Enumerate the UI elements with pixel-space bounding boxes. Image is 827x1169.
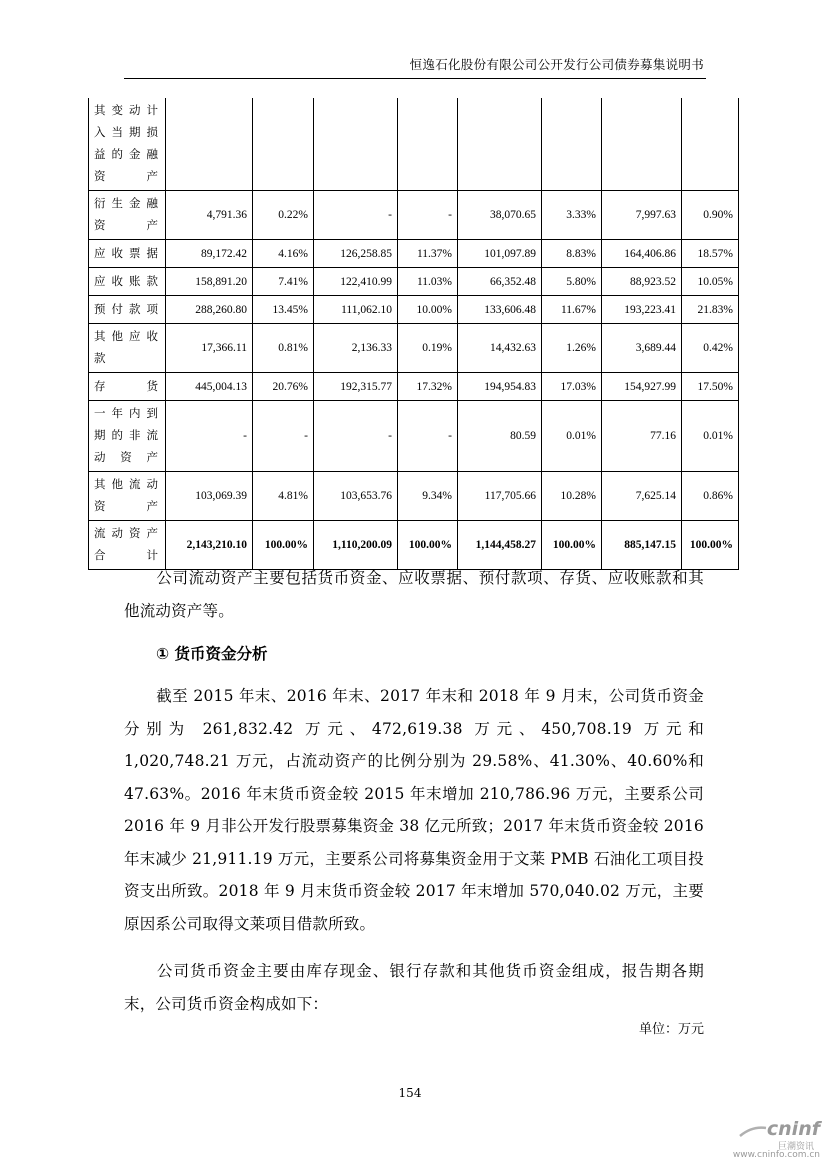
paragraph-summary: 公司流动资产主要包括货币资金、应收票据、预付款项、存货、应收账款和其他流动资产等。 <box>124 569 704 620</box>
cell: 158,891.20 <box>166 268 253 296</box>
cell: 194,954.83 <box>458 373 542 401</box>
table-row <box>89 98 739 191</box>
table-row <box>89 472 739 521</box>
cell <box>166 98 253 191</box>
cell <box>314 98 398 191</box>
cell: 3,689.44 <box>602 324 682 373</box>
cell: 111,062.10 <box>314 296 398 324</box>
cell: 100.00% <box>398 521 458 570</box>
cell: 20.76% <box>253 373 314 401</box>
cell: - <box>398 191 458 240</box>
row-label: 存货 <box>89 373 166 401</box>
cell: 100.00% <box>682 521 739 570</box>
cell: 18.57% <box>682 240 739 268</box>
cell: 0.01% <box>542 401 602 472</box>
cell: 193,223.41 <box>602 296 682 324</box>
cell: 10.00% <box>398 296 458 324</box>
cell: 7,625.14 <box>602 472 682 521</box>
cell: 100.00% <box>542 521 602 570</box>
swoosh-icon <box>738 1124 768 1138</box>
cell: 14,432.63 <box>458 324 542 373</box>
cell: 192,315.77 <box>314 373 398 401</box>
document-header: 恒逸石化股份有限公司公开发行公司债券募集说明书 <box>409 57 704 72</box>
cell: 126,258.85 <box>314 240 398 268</box>
cell: 21.83% <box>682 296 739 324</box>
row-label: 应收票据 <box>89 240 166 268</box>
cell: 2,136.33 <box>314 324 398 373</box>
cell: 0.19% <box>398 324 458 373</box>
cell: 38,070.65 <box>458 191 542 240</box>
cell: 1,144,458.27 <box>458 521 542 570</box>
row-label: 衍生金融资产 <box>89 191 166 240</box>
cell: 103,653.76 <box>314 472 398 521</box>
table-row <box>89 191 739 240</box>
current-assets-table <box>88 98 739 570</box>
cell: 133,606.48 <box>458 296 542 324</box>
paragraph-cash-composition: 公司货币资金主要由库存现金、银行存款和其他货币资金组成，报告期各期末，公司货币资金构成如下： <box>124 962 704 1013</box>
cell: 100.00% <box>253 521 314 570</box>
logo-brand-cn: 巨潮资讯 <box>777 1142 814 1152</box>
cell <box>253 98 314 191</box>
cell: 88,923.52 <box>602 268 682 296</box>
table-row <box>89 401 739 472</box>
unit-label: 单位：万元 <box>638 1022 704 1037</box>
cell: - <box>314 191 398 240</box>
cell: 17.50% <box>682 373 739 401</box>
cell: 1.26% <box>542 324 602 373</box>
row-label: 预付款项 <box>89 296 166 324</box>
page-number: 154 <box>398 1086 422 1100</box>
cell: 11.67% <box>542 296 602 324</box>
table-row <box>89 324 739 373</box>
cell: 0.81% <box>253 324 314 373</box>
cell <box>398 98 458 191</box>
cell: 0.22% <box>253 191 314 240</box>
cell: 445,004.13 <box>166 373 253 401</box>
cell: 10.28% <box>542 472 602 521</box>
cell: 66,352.48 <box>458 268 542 296</box>
cell: 8.83% <box>542 240 602 268</box>
cell: - <box>253 401 314 472</box>
cell: 101,097.89 <box>458 240 542 268</box>
cell: 122,410.99 <box>314 268 398 296</box>
cell: 885,147.15 <box>602 521 682 570</box>
cell: 0.90% <box>682 191 739 240</box>
row-label: 应收账款 <box>89 268 166 296</box>
cell: 288,260.80 <box>166 296 253 324</box>
cell: 17.03% <box>542 373 602 401</box>
cell: 17,366.11 <box>166 324 253 373</box>
paragraph-cash-analysis: 截至 2015 年末、2016 年末、2017 年末和 2018 年 9 月末，公司货币资金分别为 261,832.42 万元、472,619.38 万元、450,708.19 万元和 1,020,748.21 万元，占流动资产的比例分别为 29.58%、41.30%、40.60%和 47.63%。2016 年末货币资金较 2015 年末增加 210,786.96 万元，主要系公司 2016 年 9 月非公开发行股票募集资金 38 亿元所致；2017 年末货币资金较 2016 年末减少 21,911.19 万元，主要系公司将募集资金用于文莱 PMB 石油化工项目投资支出所致。2018 年 9 月末货币资金较 2017 年末增加 570,040.02 万元，主要原因系公司取得文莱项目借款所致。 <box>124 687 704 933</box>
table-row <box>89 373 739 401</box>
cell: 0.42% <box>682 324 739 373</box>
cell: 77.16 <box>602 401 682 472</box>
cell: 4.81% <box>253 472 314 521</box>
row-label: 其变动计入当期损益的金融资产 <box>89 98 166 191</box>
table-row <box>89 296 739 324</box>
cell: - <box>314 401 398 472</box>
cell: 0.01% <box>682 401 739 472</box>
cell: 9.34% <box>398 472 458 521</box>
row-label: 一年内到期的非流动资产 <box>89 401 166 472</box>
cell: 154,927.99 <box>602 373 682 401</box>
table-row <box>89 240 739 268</box>
cell: 117,705.66 <box>458 472 542 521</box>
logo-brand: cninf <box>766 1118 820 1140</box>
cell: 89,172.42 <box>166 240 253 268</box>
row-label: 其他应收款 <box>89 324 166 373</box>
table-row <box>89 268 739 296</box>
cell <box>682 98 739 191</box>
cell: - <box>398 401 458 472</box>
logo-url: www.cninfo.com.cn <box>732 1150 820 1160</box>
cell: 103,069.39 <box>166 472 253 521</box>
cell: 5.80% <box>542 268 602 296</box>
cell: 7,997.63 <box>602 191 682 240</box>
cell: 11.37% <box>398 240 458 268</box>
cell: 11.03% <box>398 268 458 296</box>
cell: 2,143,210.10 <box>166 521 253 570</box>
cell: 4.16% <box>253 240 314 268</box>
cell: 17.32% <box>398 373 458 401</box>
cell: 1,110,200.09 <box>314 521 398 570</box>
cell: - <box>166 401 253 472</box>
cninfo-logo <box>732 1118 822 1164</box>
cell <box>602 98 682 191</box>
cell <box>458 98 542 191</box>
cell: 0.86% <box>682 472 739 521</box>
cell: 7.41% <box>253 268 314 296</box>
row-label: 其他流动资产 <box>89 472 166 521</box>
cell: 164,406.86 <box>602 240 682 268</box>
section-title: ① 货币资金分析 <box>156 645 268 663</box>
cell: 4,791.36 <box>166 191 253 240</box>
header-rule <box>124 78 706 79</box>
cell <box>542 98 602 191</box>
cell: 3.33% <box>542 191 602 240</box>
row-label: 流动资产合计 <box>89 521 166 570</box>
cell: 10.05% <box>682 268 739 296</box>
cell: 80.59 <box>458 401 542 472</box>
cell: 13.45% <box>253 296 314 324</box>
